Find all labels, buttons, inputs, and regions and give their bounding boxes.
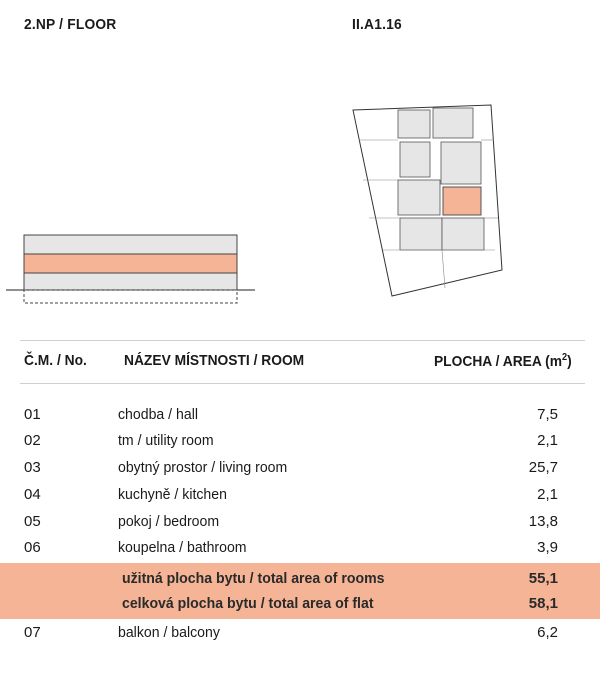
section-basement bbox=[24, 290, 237, 303]
room-row bbox=[0, 402, 600, 428]
room-name: pokoj / bedroom bbox=[118, 513, 220, 530]
total-label: užitná plocha bytu / total area of rooms bbox=[122, 570, 385, 587]
room-name: kuchyně / kitchen bbox=[118, 486, 227, 503]
room-number: 02 bbox=[24, 432, 41, 449]
plan-block bbox=[398, 180, 440, 215]
room-area: 2,1 bbox=[537, 432, 558, 449]
column-header-area bbox=[434, 352, 572, 370]
plan-block bbox=[441, 142, 481, 184]
plan-block bbox=[398, 110, 430, 138]
room-number: 04 bbox=[24, 486, 41, 503]
floor-label: 2.NP / FLOOR bbox=[24, 16, 117, 33]
room-number: 05 bbox=[24, 513, 41, 530]
room-row bbox=[0, 428, 600, 454]
room-row bbox=[0, 535, 600, 561]
plan-block bbox=[400, 218, 442, 250]
room-row bbox=[0, 455, 600, 481]
floor-plan-key bbox=[345, 100, 505, 300]
totals-band bbox=[0, 563, 600, 619]
column-header-number: Č.M. / No. bbox=[24, 352, 87, 369]
plan-unit-highlight bbox=[443, 187, 481, 215]
room-name: chodba / hall bbox=[118, 406, 198, 423]
room-area: 13,8 bbox=[528, 513, 558, 530]
total-value: 55,1 bbox=[528, 570, 558, 587]
section-floor-2-highlight bbox=[24, 254, 237, 273]
column-header-area-text: PLOCHA / AREA (m bbox=[434, 353, 563, 370]
table-header-rule bbox=[20, 340, 585, 341]
unit-code: II.A1.16 bbox=[352, 16, 402, 33]
room-name: koupelna / bathroom bbox=[118, 539, 247, 556]
room-name: tm / utility room bbox=[118, 432, 214, 449]
room-area: 25,7 bbox=[528, 459, 558, 476]
room-row bbox=[0, 620, 600, 646]
room-area: 7,5 bbox=[537, 406, 558, 423]
room-number: 07 bbox=[24, 624, 41, 641]
section-floor-1 bbox=[24, 273, 237, 290]
plan-block bbox=[400, 142, 430, 177]
room-name: balkon / balcony bbox=[118, 624, 220, 641]
column-header-room: NÁZEV MÍSTNOSTI / ROOM bbox=[124, 352, 305, 369]
section-floor-3 bbox=[24, 235, 237, 254]
room-number: 03 bbox=[24, 459, 41, 476]
total-label: celková plocha bytu / total area of flat bbox=[122, 595, 374, 612]
section-diagram bbox=[0, 228, 260, 318]
plan-block bbox=[442, 218, 484, 250]
room-number: 01 bbox=[24, 406, 41, 423]
total-value: 58,1 bbox=[528, 595, 558, 612]
room-name: obytný prostor / living room bbox=[118, 459, 288, 476]
total-row-flat bbox=[0, 591, 600, 615]
room-area: 3,9 bbox=[537, 539, 558, 556]
room-row bbox=[0, 509, 600, 535]
column-header-area-unit: 2 bbox=[562, 352, 568, 363]
total-row-rooms bbox=[0, 566, 600, 590]
column-header-area-close: ) bbox=[567, 353, 572, 370]
room-area: 2,1 bbox=[537, 486, 558, 503]
plan-block bbox=[433, 108, 473, 138]
room-row bbox=[0, 482, 600, 508]
room-number: 06 bbox=[24, 539, 41, 556]
table-header-rule-bottom bbox=[20, 383, 585, 384]
room-area: 6,2 bbox=[537, 624, 558, 641]
